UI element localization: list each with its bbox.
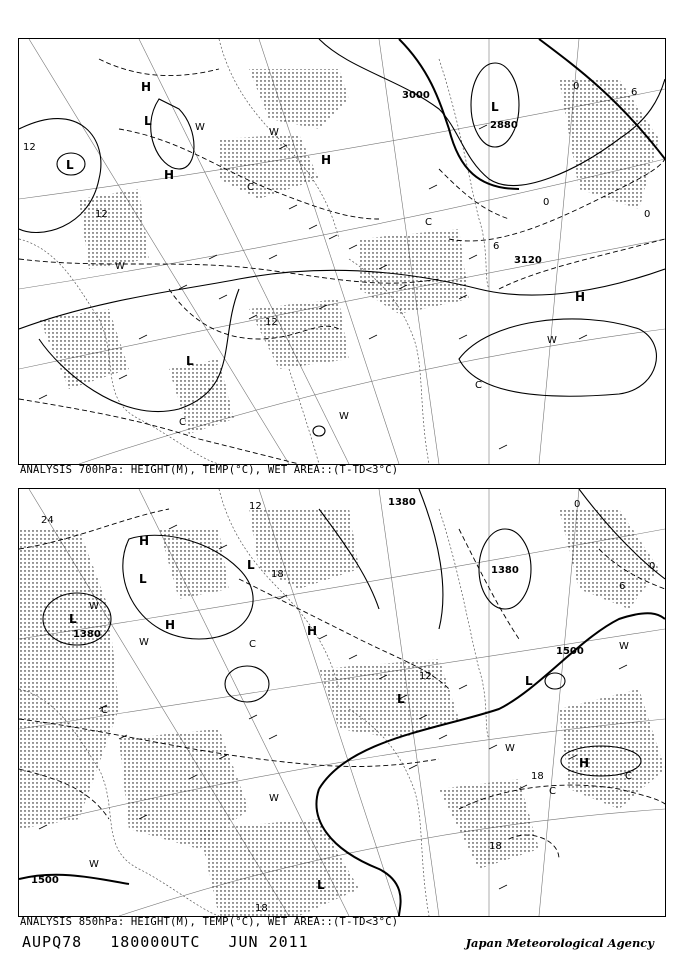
warm-center: W (269, 127, 279, 138)
low-center: L (69, 612, 77, 626)
high-center: H (164, 168, 175, 182)
isotherm-label: 12 (419, 671, 432, 682)
chart-850hpa-caption: ANALYSIS 850hPa: HEIGHT(M), TEMP(°C), WET AREA::(T-TD<3°C) (20, 916, 399, 928)
isotherm-label: 0 (644, 209, 651, 220)
chart-code: AUPQ78 (22, 933, 83, 951)
contour-label: 3000 (402, 90, 430, 101)
isotherm-label: 0 (574, 499, 581, 510)
contour-label: 1500 (556, 646, 584, 657)
chart-id-line (22, 933, 337, 951)
contour-label: 1380 (388, 497, 416, 508)
warm-center: W (547, 335, 557, 346)
low-center: L (186, 354, 194, 368)
warm-center: W (139, 637, 149, 648)
warm-center: W (89, 601, 99, 612)
cold-center: C (625, 771, 632, 782)
warm-center: W (505, 743, 515, 754)
contour-label: 1380 (73, 629, 101, 640)
isotherm-label: 12 (265, 317, 278, 328)
low-center: L (247, 558, 255, 572)
chart-850hpa (18, 488, 666, 917)
high-center: H (579, 756, 590, 770)
contour-label: 2880 (490, 120, 518, 131)
isotherm-label: 12 (23, 142, 36, 153)
isotherm-label: 6 (493, 241, 500, 252)
cold-center: C (425, 217, 432, 228)
warm-center: W (619, 641, 629, 652)
cold-center: C (179, 417, 186, 428)
cold-center: C (249, 639, 256, 650)
low-center: L (66, 158, 74, 172)
agency-name: Japan Meteorological Agency (465, 936, 654, 950)
isotherm-label: 12 (249, 501, 262, 512)
contour-label: 1380 (491, 565, 519, 576)
month-year: JUN 2011 (228, 933, 309, 951)
isotherm-label: 0 (573, 81, 580, 92)
low-center: L (139, 572, 147, 586)
high-center: H (139, 534, 150, 548)
isotherm-label: 18 (531, 771, 544, 782)
cold-center: C (475, 380, 482, 391)
isotherm-label: 18 (255, 903, 268, 914)
isotherm-label: 0 (649, 561, 656, 572)
warm-center: W (269, 793, 279, 804)
high-center: H (141, 80, 152, 94)
low-center: L (144, 114, 152, 128)
low-center: L (491, 100, 499, 114)
warm-center: W (339, 411, 349, 422)
chart-700hpa (18, 38, 666, 465)
warm-center: W (195, 122, 205, 133)
high-center: H (165, 618, 176, 632)
warm-center: W (115, 261, 125, 272)
low-center: L (397, 692, 405, 706)
contour-label: 3120 (514, 255, 542, 266)
valid-time: 180000UTC (110, 933, 201, 951)
isotherm-label: 24 (41, 515, 54, 526)
isotherm-label: 18 (271, 569, 284, 580)
isotherm-label: 12 (95, 209, 108, 220)
isotherm-label: 6 (619, 581, 626, 592)
wet-areas (39, 69, 659, 434)
high-center: H (575, 290, 586, 304)
chart-850hpa-map (19, 489, 665, 916)
isotherm-label: 18 (489, 841, 502, 852)
isotherm-label: 0 (543, 197, 550, 208)
low-center: L (525, 674, 533, 688)
high-center: H (307, 624, 318, 638)
cold-center: C (247, 182, 254, 193)
chart-700hpa-map (19, 39, 665, 464)
isotherm-label: 6 (631, 87, 638, 98)
high-center: H (321, 153, 332, 167)
warm-center: W (89, 859, 99, 870)
low-center: L (317, 878, 325, 892)
chart-700hpa-caption: ANALYSIS 700hPa: HEIGHT(M), TEMP(°C), WET AREA::(T-TD<3°C) (20, 464, 399, 476)
cold-center: C (101, 705, 108, 716)
contour-label: 1500 (31, 875, 59, 886)
cold-center: C (549, 786, 556, 797)
